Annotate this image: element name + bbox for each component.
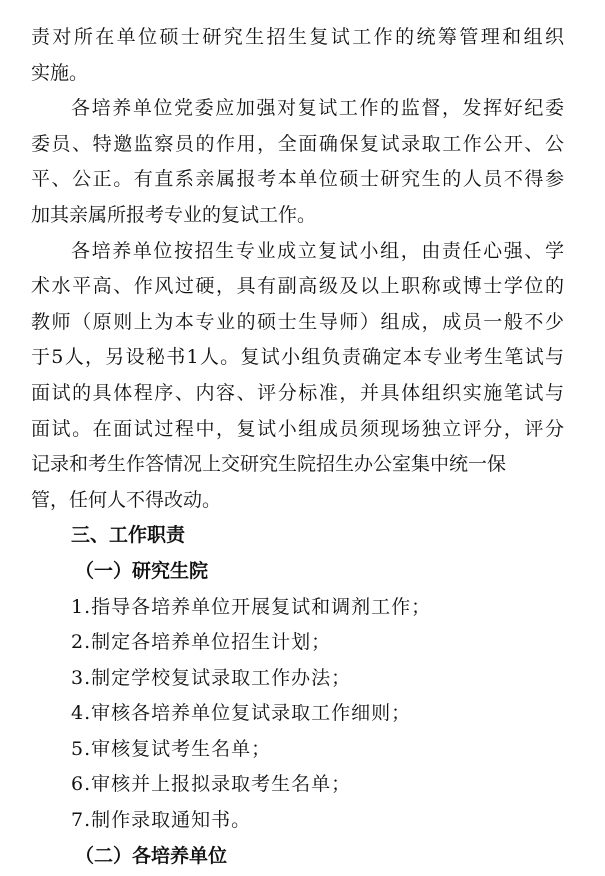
text-line: 各培养单位按招生专业成立复试小组，由责任心强、学 (71, 239, 564, 262)
text-line: 术水平高、作风过硬，具有副高级及以上职称或博士学位的 (31, 275, 564, 298)
paragraph-continuation (31, 20, 564, 91)
duty-list (31, 590, 564, 839)
text-line: 面试。在面试过程中，复试小组成员须现场独立评分，评分 (31, 417, 564, 440)
text-line: 责对所在单位硕士研究生招生复试工作的统筹管理和组织 (31, 26, 564, 48)
text-line: 加其亲属所报考专业的复试工作。 (31, 203, 317, 226)
text-line: 平、公正。有直系亲属报考本单位硕士研究生的人员不得参 (31, 168, 564, 191)
text-line: 记录和考生作答情况上交研究生院招生办公室集中统一保 (31, 453, 507, 476)
paragraph-supervision (31, 91, 564, 233)
text-line: 教师（原则上为本专业的硕士生导师）组成，成员一般不少 (31, 310, 564, 333)
text-line: 各培养单位党委应加强对复试工作的监督，发挥好纪委 (71, 97, 564, 120)
list-item: 2.制定各培养单位招生计划； (71, 631, 332, 654)
text-line: 委员、特邀监察员的作用，全面确保复试录取工作公开、公 (31, 132, 564, 155)
list-item: 1.指导各培养单位开展复试和调剂工作； (71, 595, 432, 618)
list-item: 5.审核复试考生名单； (71, 737, 272, 760)
text-line: 面试的具体程序、内容、评分标准，并具体组织实施笔试与 (31, 381, 564, 404)
list-item: 7.制作录取通知书。 (71, 809, 252, 832)
list-item: 3.制定学校复试录取工作办法； (71, 666, 352, 689)
section-heading: 三、工作职责 (71, 524, 186, 547)
paragraph-review-group (31, 234, 564, 519)
document-page (31, 20, 564, 874)
list-item: 4.审核各培养单位复试录取工作细则； (71, 702, 412, 725)
list-item: 6.审核并上报拟录取考生名单； (71, 773, 352, 796)
text-line: 管，任何人不得改动。 (31, 488, 222, 511)
text-line: 于5人，另设秘书1人。复试小组负责确定本专业考生笔试与 (31, 346, 564, 369)
text-line: 实施。 (31, 61, 89, 84)
subsection-heading: （一）研究生院 (75, 559, 209, 582)
subsection-heading: （二）各培养单位 (75, 844, 228, 867)
